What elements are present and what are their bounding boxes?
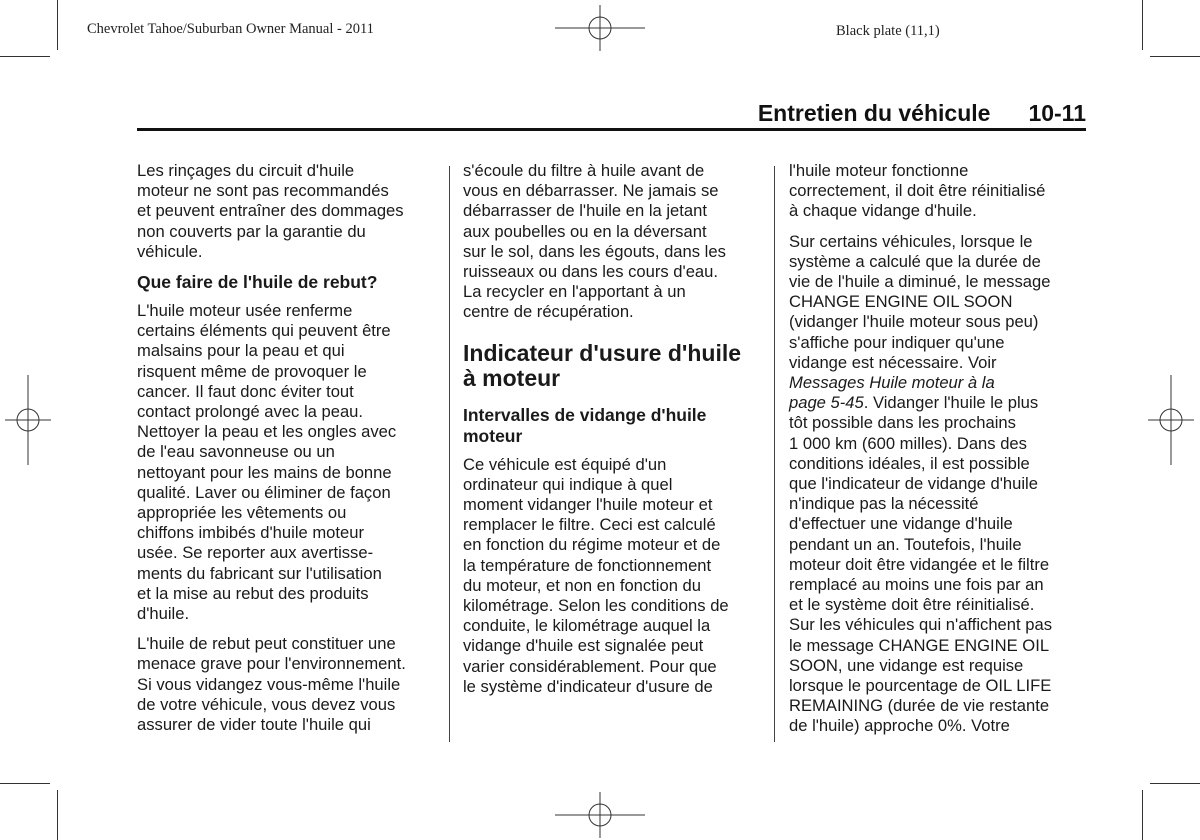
text-line: contact prolongé avec la peau. [137, 402, 364, 422]
text-line: ments du fabricant sur l'utilisation [137, 563, 382, 583]
paragraph [789, 161, 1089, 222]
text-line: moteur ne sont pas recommandés [137, 181, 389, 201]
text-line: risquent même de provoquer le [137, 361, 367, 381]
registration-mark-icon [1148, 375, 1194, 465]
text-column-3 [789, 161, 1089, 737]
text-line: SOON, une vidange est requise [789, 655, 1024, 675]
crop-mark [57, 0, 58, 50]
text-line: d'huile. [137, 604, 190, 624]
plate-label: Black plate (11,1) [836, 23, 940, 39]
text-line: moteur doit être vidangée et le filtre [789, 554, 1050, 574]
text-line: cancer. Il faut donc éviter tout [137, 381, 354, 401]
text-line: moteur [463, 425, 523, 446]
text-line: que l'indicateur de vidange d'huile [789, 474, 1038, 494]
text-line: de votre véhicule, vous devez vous [137, 694, 396, 714]
text-line: Si vous vidangez vous-même l'huile [137, 674, 401, 694]
heading-rule [137, 128, 1086, 131]
subheading: Que faire de l'huile de rebut? [137, 272, 378, 293]
text-line: et peuvent entraîner des dommages [137, 201, 404, 221]
text-line: l'huile moteur fonctionne [789, 161, 969, 180]
text-line: n'indique pas la nécessité [789, 494, 979, 514]
text-line: de l'huile) approche 0%. Votre [789, 716, 1010, 736]
text-line: lorsque le pourcentage de OIL LIFE [789, 676, 1052, 696]
crop-mark [0, 56, 50, 57]
text-line: certains éléments qui peuvent être [137, 321, 391, 341]
text-line: qualité. Laver ou éliminer de façon [137, 482, 391, 502]
text-line: malsains pour la peau et qui [137, 341, 345, 361]
text-line: à moteur [463, 364, 561, 391]
text-line: La recycler en l'apportant à un [463, 282, 686, 302]
text-line: CHANGE ENGINE OIL SOON [789, 292, 1013, 312]
text-line: menace grave pour l'environnement. [137, 654, 406, 674]
column-divider [449, 166, 450, 742]
text-line: sur le sol, dans les égouts, dans les [463, 241, 726, 261]
text-line: débarrasser de l'huile en la jetant [463, 201, 707, 221]
text-line: Indicateur d'usure d'huile [463, 339, 742, 366]
text-line: vidange est nécessaire. Voir [789, 352, 997, 372]
text-line: véhicule. [137, 241, 203, 261]
text-line: pendant un an. Toutefois, l'huile [789, 534, 1022, 554]
text-line: 1 000 km (600 milles). Dans des [789, 433, 1027, 453]
text-line: d'effectuer une vidange d'huile [789, 514, 1013, 534]
cross-reference-page[interactable]: page 5-45 [789, 393, 864, 413]
text-line: vidange d'huile est signalée peut [463, 636, 704, 656]
text-line: correctement, il doit être réinitialisé [789, 181, 1046, 201]
registration-mark-icon [5, 375, 51, 465]
text-line: Intervalles de vidange d'huile [463, 404, 707, 425]
text-line: tôt possible dans les prochains [789, 413, 1016, 433]
crop-mark [1142, 0, 1143, 50]
section-subtitle [463, 341, 763, 391]
text-line: Sur les véhicules qui n'affichent pas [789, 615, 1052, 635]
text-line: usée. Se reporter aux avertisse- [137, 543, 374, 563]
text-line: chiffons imbibés d'huile moteur [137, 523, 364, 543]
text-line: nettoyant pour les mains de bonne [137, 462, 392, 482]
crop-mark [1150, 783, 1200, 784]
text-line: (vidanger l'huile moteur sous peu) [789, 312, 1039, 332]
manual-header-title: Chevrolet Tahoe/Suburban Owner Manual - 2011 [87, 21, 374, 37]
text-line: Ce véhicule est équipé d'un [463, 454, 667, 474]
text-line: centre de récupération. [463, 302, 634, 322]
text-line: moment vidanger l'huile moteur et [463, 495, 713, 515]
text-line: assurer de vider toute l'huile qui [137, 715, 371, 735]
text-line: le message CHANGE ENGINE OIL [789, 635, 1050, 655]
text-line: L'huile de rebut peut constituer une [137, 634, 396, 654]
column-divider [774, 166, 775, 742]
text-line: REMAINING (durée de vie restante [789, 696, 1050, 716]
text-line: s'affiche pour indiquer qu'une [789, 332, 1005, 352]
paragraph [463, 161, 763, 323]
text-line: et le système doit être réinitialisé. [789, 595, 1035, 615]
text-line: Sur certains véhicules, lorsque le [789, 231, 1033, 251]
cross-reference-link[interactable]: Messages Huile moteur à la [789, 373, 995, 393]
section-title: Entretien du véhicule [757, 100, 991, 126]
text-line: Nettoyer la peau et les ongles avec [137, 422, 397, 442]
crop-mark [0, 783, 50, 784]
paragraph [137, 161, 437, 262]
text-line: conduite, le kilométrage auquel la [463, 616, 711, 636]
text-line: du moteur, et non en fonction du [463, 575, 702, 595]
text-line: appropriée les vêtements ou [137, 503, 347, 523]
text-line: et la mise au rebut des produits [137, 583, 369, 603]
section-heading [600, 100, 1086, 127]
text-line: aux poubelles ou en la déversant [463, 221, 707, 241]
text-line: kilométrage. Selon les conditions de [463, 596, 729, 616]
text-line: varier considérablement. Pour que [463, 656, 717, 676]
crop-mark [57, 790, 58, 840]
text-line: s'écoule du filtre à huile avant de [463, 161, 705, 180]
text-line: remplacé au moins une fois par an [789, 575, 1044, 595]
text-line: ruisseaux ou dans les cours d'eau. [463, 262, 718, 282]
text-line: Les rinçages du circuit d'huile [137, 161, 355, 180]
text-column-2 [463, 161, 763, 697]
text-line: la température de fonctionnement [463, 555, 712, 575]
paragraph [137, 634, 437, 735]
crop-mark [1142, 790, 1143, 840]
text-line: de l'eau savonneuse ou un [137, 442, 335, 462]
crop-mark [1150, 56, 1200, 57]
text-line: conditions idéales, il est possible [789, 453, 1030, 473]
text-line: L'huile moteur usée renferme [137, 301, 353, 321]
paragraph [463, 455, 763, 697]
page-number: 10-11 [1028, 100, 1086, 126]
text-line: à chaque vidange d'huile. [789, 201, 977, 221]
text-line: vous en débarrasser. Ne jamais se [463, 181, 719, 201]
paragraph [137, 301, 437, 624]
text-line: le système d'indicateur d'usure de [463, 676, 713, 696]
text-line: ordinateur qui indique à quel [463, 474, 673, 494]
text-fragment: . Vidanger l'huile le plus [863, 393, 1039, 413]
text-line: non couverts par la garantie du [137, 221, 366, 241]
registration-mark-icon [555, 5, 645, 51]
text-column-1 [137, 161, 437, 735]
paragraph [789, 232, 1089, 737]
text-line: système a calculé que la durée de [789, 251, 1041, 271]
subheading [463, 405, 763, 447]
text-line: en fonction du régime moteur et de [463, 535, 721, 555]
text-line: remplacer le filtre. Ceci est calculé [463, 515, 716, 535]
text-line: vie de l'huile a diminué, le message [789, 272, 1051, 292]
registration-mark-icon [555, 792, 645, 838]
